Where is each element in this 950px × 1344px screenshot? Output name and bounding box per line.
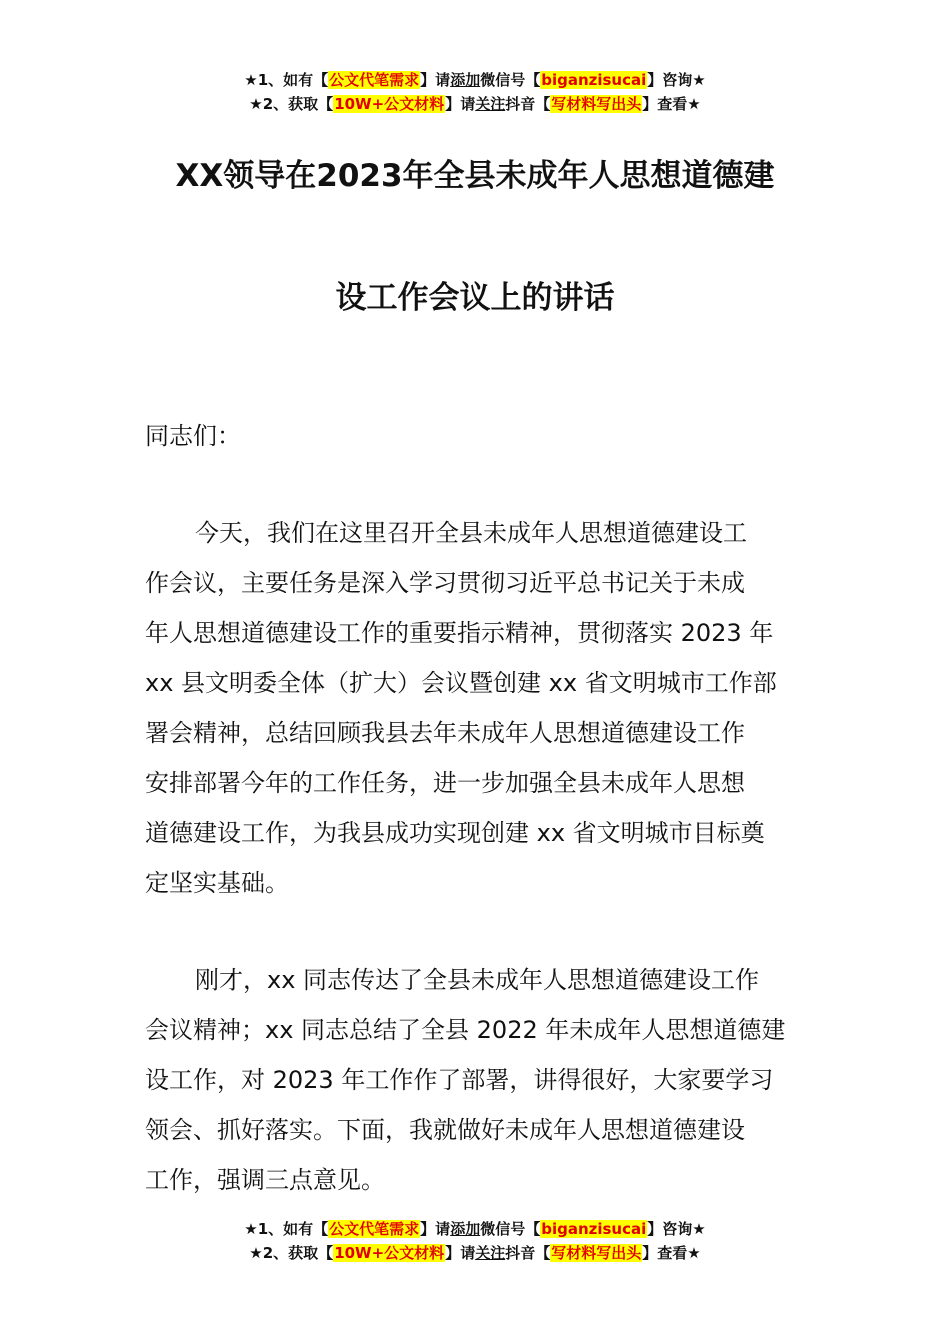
banner-text: 】咨询★	[647, 71, 706, 89]
banner-text: ★2、获取【	[249, 1244, 334, 1262]
banner-line-2	[0, 1241, 950, 1265]
banner-underline-text: 关注	[475, 1244, 506, 1262]
paragraph-line: 定坚实基础。	[145, 869, 289, 897]
footer-banner	[0, 1217, 950, 1265]
highlight-douyin-id: 写材料写出头	[551, 1244, 642, 1262]
banner-line-2	[0, 92, 950, 116]
document-title-line-1: XX领导在2023年全县未成年人思想道德建	[175, 158, 775, 194]
banner-text: 】请	[420, 1220, 451, 1238]
highlight-service: 公文代笔需求	[329, 1220, 420, 1238]
banner-text: 】查看★	[642, 1244, 701, 1262]
banner-underline-text: 关注	[475, 95, 506, 113]
highlight-wechat-id: biganzisucai	[541, 71, 647, 89]
paragraph-line: 设工作，对 2023 年工作作了部署，讲得很好，大家要学习	[145, 1066, 774, 1094]
paragraph-line: 年人思想道德建设工作的重要指示精神，贯彻落实 2023 年	[145, 619, 774, 647]
paragraph-line: 领会、抓好落实。下面，我就做好未成年人思想道德建设	[145, 1116, 745, 1144]
paragraph-line: xx 县文明委全体（扩大）会议暨创建 xx 省文明城市工作部	[145, 669, 777, 697]
highlight-materials: 10W+公文材料	[334, 95, 445, 113]
banner-line-1	[0, 1217, 950, 1241]
banner-text: ★1、如有【	[244, 1220, 329, 1238]
banner-text: 】请	[445, 1244, 476, 1262]
banner-text: 】请	[445, 95, 476, 113]
banner-text: 微信号【	[480, 1220, 541, 1238]
banner-text: ★1、如有【	[244, 71, 329, 89]
banner-text: 】咨询★	[647, 1220, 706, 1238]
header-banner	[0, 68, 950, 116]
highlight-service: 公文代笔需求	[329, 71, 420, 89]
banner-line-1	[0, 68, 950, 92]
banner-text: 微信号【	[480, 71, 541, 89]
document-title-line-2: 设工作会议上的讲话	[335, 280, 615, 316]
paragraph-line: 刚才，xx 同志传达了全县未成年人思想道德建设工作	[195, 966, 760, 994]
paragraph-2	[145, 955, 807, 1205]
paragraph-line: 道德建设工作，为我县成功实现创建 xx 省文明城市目标奠	[145, 819, 765, 847]
paragraph-line: 安排部署今年的工作任务，进一步加强全县未成年人思想	[145, 769, 745, 797]
highlight-wechat-id: biganzisucai	[541, 1220, 647, 1238]
banner-underline-text: 添加	[450, 71, 481, 89]
paragraph-line: 今天，我们在这里召开全县未成年人思想道德建设工	[195, 519, 747, 547]
salutation: 同志们：	[145, 422, 241, 450]
banner-text: ★2、获取【	[249, 95, 334, 113]
paragraph-1	[145, 508, 807, 908]
banner-text: 】请	[420, 71, 451, 89]
paragraph-line: 会议精神；xx 同志总结了全县 2022 年未成年人思想道德建	[145, 1016, 786, 1044]
banner-text: 抖音【	[505, 95, 551, 113]
paragraph-line: 工作，强调三点意见。	[145, 1166, 385, 1194]
banner-underline-text: 添加	[450, 1220, 481, 1238]
banner-text: 】查看★	[642, 95, 701, 113]
banner-text: 抖音【	[505, 1244, 551, 1262]
paragraph-line: 署会精神，总结回顾我县去年未成年人思想道德建设工作	[145, 719, 745, 747]
highlight-materials: 10W+公文材料	[334, 1244, 445, 1262]
highlight-douyin-id: 写材料写出头	[551, 95, 642, 113]
paragraph-line: 作会议，主要任务是深入学习贯彻习近平总书记关于未成	[145, 569, 745, 597]
